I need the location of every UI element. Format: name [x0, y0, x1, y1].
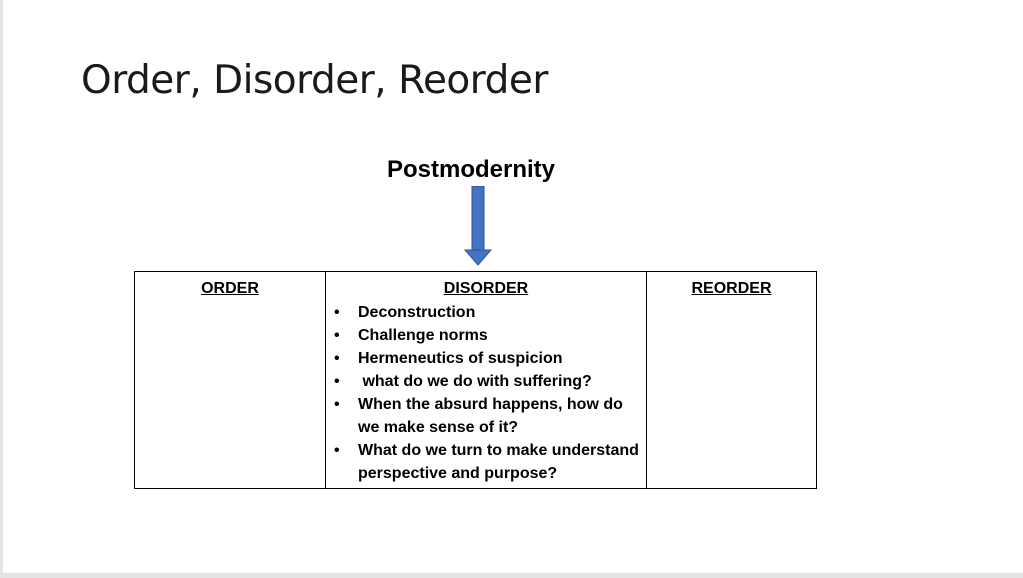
disorder-header: DISORDER	[443, 280, 529, 297]
bullet-icon: •	[334, 396, 340, 413]
slide-title: Order, Disorder, Reorder	[81, 58, 548, 103]
postmodernity-heading: Postmodernity	[387, 156, 556, 183]
slide	[3, 0, 1023, 573]
list-item	[332, 393, 640, 439]
disorder-column	[326, 272, 647, 489]
disorder-list	[332, 301, 640, 485]
reorder-header: REORDER	[691, 280, 772, 297]
list-item	[332, 301, 640, 324]
list-item	[332, 347, 640, 370]
bullet-icon: •	[334, 373, 340, 390]
bullet-icon: •	[334, 327, 340, 344]
down-arrow-icon	[463, 186, 493, 266]
list-item-text: Challenge norms	[358, 327, 488, 344]
list-item-text: Hermeneutics of suspicion	[358, 350, 563, 367]
list-item-text: What do we turn to make understand perspective and purpose?	[358, 442, 639, 482]
order-disorder-reorder-table	[134, 271, 817, 489]
list-item	[332, 324, 640, 347]
bullet-icon: •	[334, 304, 340, 321]
bullet-icon: •	[334, 350, 340, 367]
table-row	[135, 272, 817, 489]
list-item	[332, 439, 640, 485]
list-item	[332, 370, 640, 393]
order-header: ORDER	[201, 280, 259, 297]
list-item-text: Deconstruction	[358, 304, 476, 321]
bullet-icon: •	[334, 442, 340, 459]
list-item-text: what do we do with suffering?	[358, 373, 592, 390]
order-column	[135, 272, 326, 489]
list-item-text: When the absurd happens, how do we make sense of it?	[358, 396, 623, 436]
reorder-column	[647, 272, 817, 489]
